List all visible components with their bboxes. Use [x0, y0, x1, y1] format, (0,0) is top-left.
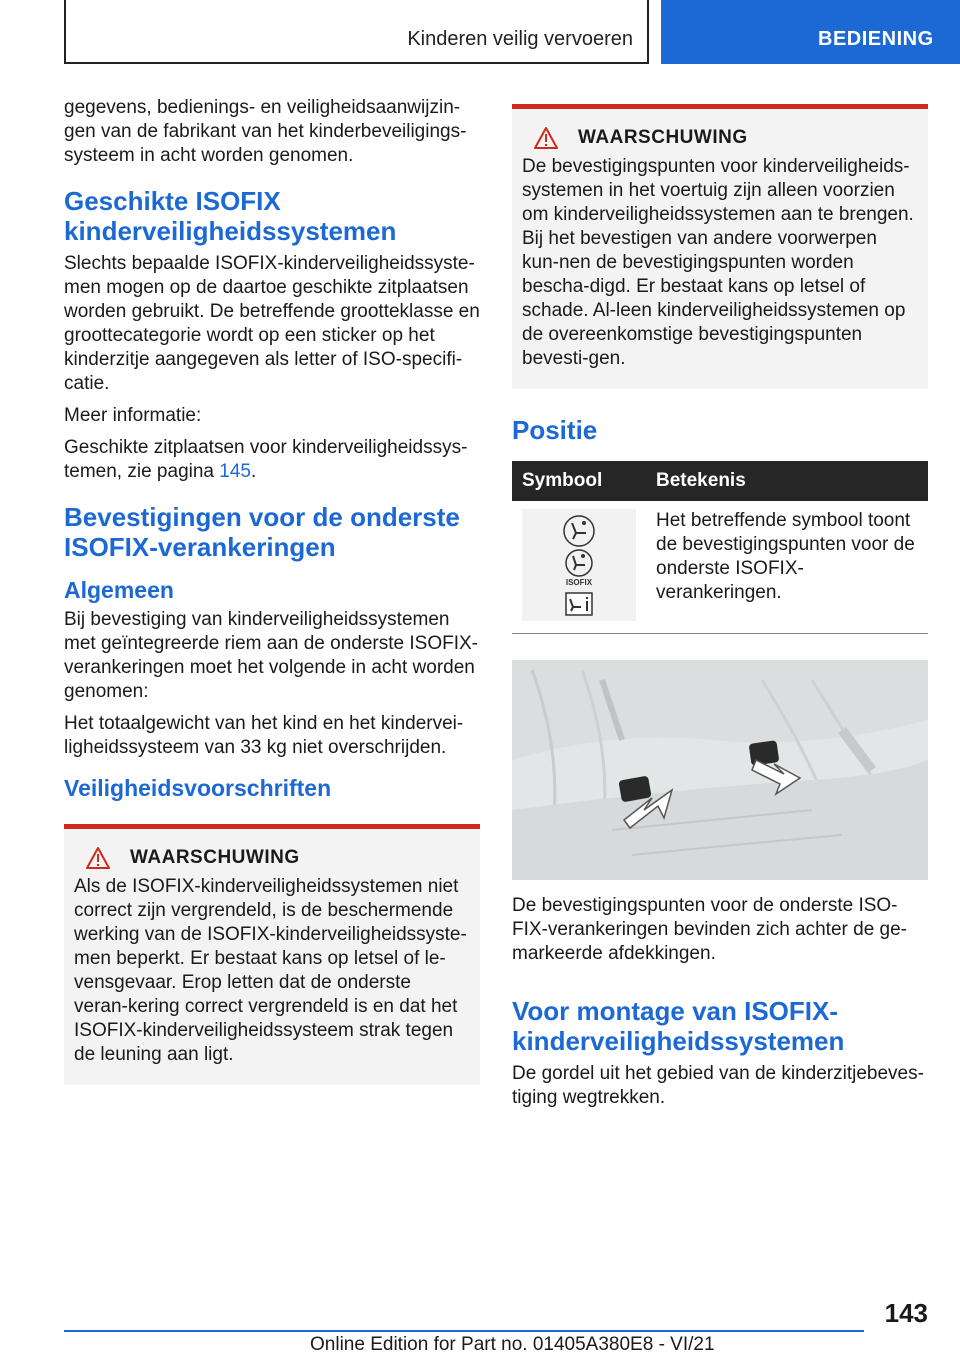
seats-text: Geschikte zitplaatsen voor kinderveiligheidssys-temen, zie pagina	[64, 437, 468, 482]
photo-caption: De bevestigingspunten voor de onderste ISO-FIX-verankeringen bevinden zich achter de ge-markeerde afdekkingen.	[512, 895, 908, 964]
warning-text: De bevestigingspunten voor kinderveiligheids-systemen in het voertuig zijn alleen voorzien om kinderveiligheidssystemen aan te brengen. Bij het bevestigen van andere voorwerpen kun-nen de bevestigingspunten worden bescha-digd. Er bestaat kans op letsel of schade. Al-leen kinderveiligheidssystemen op de overeenkomstige bevestigingspunten bevesti-gen.	[522, 156, 914, 369]
paragraph-seats	[64, 436, 480, 484]
warning-box-right	[512, 104, 928, 389]
edition-footer: Online Edition for Part no. 01405A380E8 - VI/21	[310, 1334, 715, 1355]
symbol-cell	[512, 501, 646, 634]
warning-label: WAARSCHUWING	[578, 127, 748, 148]
header-section-title: Kinderen veilig vervoeren	[407, 28, 633, 50]
warning-box-left	[64, 824, 480, 1085]
more-info-label: Meer informatie:	[64, 405, 202, 426]
footer-divider	[64, 1330, 864, 1332]
warning-label: WAARSCHUWING	[130, 847, 300, 868]
header-chapter-label: BEDIENING	[818, 28, 934, 50]
page-number: 143	[884, 1298, 928, 1328]
isofix-seat-photo	[512, 660, 928, 880]
paragraph-mounting: De gordel uit het gebied van de kinderzitjebeves-tiging wegtrekken.	[512, 1063, 924, 1108]
heading-safety: Veiligheidsvoorschriften	[64, 775, 332, 801]
left-column	[64, 96, 480, 1085]
heading-fastening: Bevestigingen voor de onderste ISOFIX-verankeringen	[64, 502, 460, 562]
table-header-meaning: Betekenis	[646, 461, 928, 501]
warning-text: Als de ISOFIX-kinderveiligheidssystemen niet correct zijn vergrendeld, is de beschermende werking van de ISOFIX-kinderveiligheidssyste-men beperkt. Er bestaat kans op letsel of le-vensgevaar. Erop letten dat de onderste veran-kering correct vergrendeld is en dat het ISOFIX-kinderveiligheidssysteem strak tegen de leuning aan ligt.	[74, 876, 467, 1065]
heading-suitable-isofix: Geschikte ISOFIX kinderveiligheidssystemen	[64, 186, 397, 246]
table-row	[512, 501, 928, 634]
heading-mounting: Voor montage van ISOFIX-kinderveiligheidssystemen	[512, 996, 845, 1056]
heading-general: Algemeen	[64, 577, 174, 603]
warning-triangle-icon	[534, 127, 558, 149]
paragraph-general-1: Bij bevestiging van kinderveiligheidssystemen met geïntegreerde riem aan de onderste ISOFIX-verankeringen moet het volgende in acht worden genomen:	[64, 609, 478, 702]
header-chapter-tab[interactable]	[661, 0, 960, 64]
seats-end: .	[250, 461, 257, 482]
page-link-145[interactable]: 145	[219, 461, 251, 482]
isofix-symbol-label: ISOFIX	[565, 578, 593, 587]
symbol-table	[512, 461, 928, 634]
header-section-box	[64, 0, 649, 64]
table-header-symbol: Symbool	[512, 461, 646, 501]
child-seat-icon	[522, 509, 636, 621]
paragraph-general-2: Het totaalgewicht van het kind en het kindervei-ligheidssysteem van 33 kg niet overschrijden.	[64, 713, 464, 758]
intro-paragraph: gegevens, bedienings- en veiligheidsaanwijzin-gen van de fabrikant van het kinderbeveiligings-systeem in acht worden genomen.	[64, 97, 467, 166]
meaning-cell: Het betreffende symbool toont de bevestigingspunten voor de onderste ISOFIX-verankeringen.	[646, 501, 928, 634]
right-column	[512, 104, 928, 1118]
isofix-symbols	[522, 509, 636, 621]
warning-triangle-icon	[86, 847, 110, 869]
rear-seat-illustration	[512, 660, 928, 880]
heading-position: Positie	[512, 415, 598, 445]
paragraph-suitable: Slechts bepaalde ISOFIX-kinderveiligheidssyste-men mogen op de daartoe geschikte zitplaatsen worden gebruikt. De betreffende grootteklasse en groottecategorie wordt op een sticker op het kinderzitje aangegeven als letter of ISO-specifi-catie.	[64, 253, 480, 394]
